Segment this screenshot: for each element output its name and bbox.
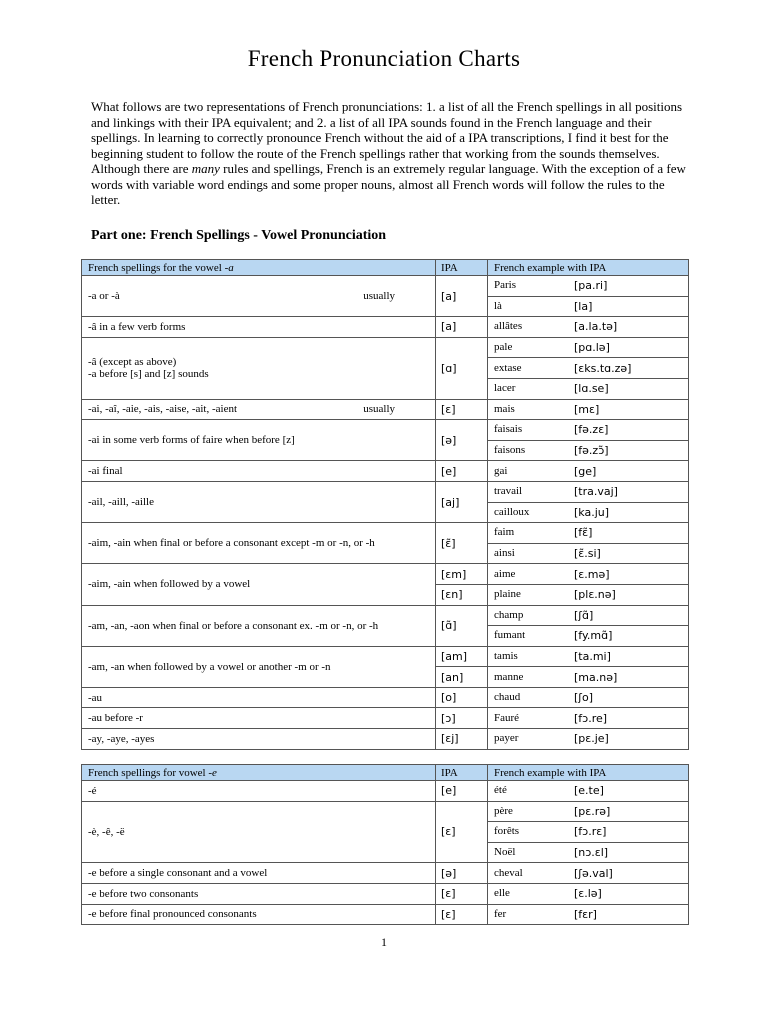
spelling-rule-line: -ail, -aill, -aille [88, 496, 154, 509]
spelling-rule [88, 908, 429, 920]
spelling-rule [88, 496, 429, 508]
example-cell [488, 822, 689, 843]
spelling-rule-cell [82, 708, 436, 729]
ipa-cell: [an] [436, 667, 488, 688]
example [494, 908, 682, 921]
ipa-column-header: IPA [436, 260, 488, 276]
example-cell [488, 543, 689, 564]
spelling-rule-line: -ai final [88, 465, 123, 478]
table-row [82, 801, 689, 822]
spelling-rule [88, 733, 429, 745]
example [494, 650, 682, 663]
spelling-rule-cell [82, 276, 436, 317]
example-word: pale [494, 341, 513, 354]
table-row [82, 481, 689, 502]
example-ipa: [ge] [574, 464, 597, 478]
spelling-rule [88, 692, 429, 704]
example-word: Fauré [494, 711, 520, 724]
spelling-rule [88, 826, 429, 838]
example-cell [488, 708, 689, 729]
example-word: forêts [494, 825, 520, 838]
example-word: elle [494, 887, 510, 900]
spelling-rule-line: -ay, -aye, -ayes [88, 732, 155, 745]
spelling-rule-line: -e before a single consonant and a vowel [88, 867, 268, 880]
page-title: French Pronunciation Charts [247, 46, 521, 71]
example-word: là [494, 299, 502, 312]
example-cell [488, 296, 689, 317]
example-word: payer [494, 732, 519, 745]
ipa-cell: [e] [436, 781, 488, 802]
example-ipa: [fɛ̃] [574, 526, 593, 540]
example [494, 403, 682, 416]
spelling-rule-text [88, 908, 257, 920]
ipa-cell: [ə] [436, 420, 488, 461]
spelling-rule-line: -am, -an, -aon when final or before a consonant ex. -m or -n, or -h [88, 619, 379, 632]
spelling-rule-line: -ai in some verb forms of faire when before [z] [88, 434, 295, 447]
spelling-rule-line: -am, -an when followed by a vowel or another -m or -n [88, 660, 331, 673]
page-number: 1 [381, 935, 387, 949]
example [494, 671, 682, 684]
ipa-cell: [ə] [436, 863, 488, 884]
example-cell [488, 461, 689, 482]
intro-paragraph [91, 99, 691, 208]
example-cell [488, 564, 689, 585]
example-word: père [494, 804, 513, 817]
ipa-cell: [ɛm] [436, 564, 488, 585]
spelling-rule-line: -â in a few verb forms [88, 320, 186, 333]
ipa-cell: [ɛ] [436, 399, 488, 420]
spelling-rule-text [88, 785, 97, 797]
spelling-rule [88, 785, 429, 797]
example-ipa: [ma.nə] [574, 670, 618, 684]
spelling-column-header: French spellings for vowel -e [82, 765, 436, 781]
example-cell [488, 904, 689, 925]
spelling-rule-text [88, 578, 250, 590]
table-row [82, 399, 689, 420]
example-ipa: [mɛ] [574, 402, 600, 416]
example-cell [488, 317, 689, 338]
spelling-rule-cell [82, 904, 436, 925]
spelling-rule-text [88, 733, 154, 745]
example-cell [488, 605, 689, 626]
example-cell [488, 781, 689, 802]
table-row [82, 523, 689, 544]
example-cell [488, 883, 689, 904]
example-word: fer [494, 907, 507, 920]
table-row [82, 420, 689, 441]
ipa-cell: [ɑ̃] [436, 605, 488, 646]
example [494, 867, 682, 880]
ipa-cell: [a] [436, 317, 488, 338]
example [494, 279, 682, 292]
example-word: aime [494, 567, 516, 580]
example-ipa: [ta.mi] [574, 649, 611, 663]
example [494, 341, 682, 354]
table-header-row [82, 765, 689, 781]
example-ipa: [fy.mɑ̃] [574, 629, 613, 643]
spelling-rule [88, 578, 429, 590]
table-row [82, 605, 689, 626]
spelling-rule [88, 661, 429, 673]
ipa-cell: [ɔ] [436, 708, 488, 729]
intro-text-part2: rules and spellings, French is an extremely regular language. With the exception of a few words with variable word endings and some proper nouns, almost all French words will follow the rules to the letter. [91, 161, 686, 207]
spelling-rule [88, 537, 429, 549]
example-column-header: French example with IPA [488, 765, 689, 781]
table-row [82, 564, 689, 585]
example-ipa: [pɛ.je] [574, 732, 609, 746]
example-word: manne [494, 670, 524, 683]
example-word: faisons [494, 444, 526, 457]
table-row [82, 904, 689, 925]
spelling-rule-text [88, 434, 295, 446]
table-row [82, 687, 689, 708]
spelling-rule-text [88, 620, 378, 632]
spelling-rule-cell [82, 481, 436, 522]
example [494, 465, 682, 478]
example-word: lacer [494, 382, 516, 395]
spelling-rule-text [88, 465, 123, 477]
example-word: ainsi [494, 547, 515, 560]
spelling-rule-cell [82, 399, 436, 420]
ipa-cell: [ɛ] [436, 904, 488, 925]
example [494, 805, 682, 818]
example-cell [488, 687, 689, 708]
example [494, 526, 682, 539]
example-word: fumant [494, 629, 526, 642]
example-word: tamis [494, 649, 518, 662]
example [494, 423, 682, 436]
spelling-rule-line: -aim, -ain when final or before a consonant except -m or -n, or -h [88, 537, 375, 550]
example-word: plaine [494, 588, 521, 601]
example-ipa: [e.te] [574, 784, 604, 798]
example-ipa: [nɔ.ɛl] [574, 846, 609, 860]
spelling-rule-cell [82, 337, 436, 399]
example [494, 568, 682, 581]
spelling-rule-line: -au [88, 691, 103, 704]
spelling-rule [88, 620, 429, 632]
spelling-rule-text [88, 826, 125, 838]
spelling-rule-cell [82, 646, 436, 687]
example-ipa: [la] [574, 299, 593, 313]
example [494, 732, 682, 745]
spelling-rule-cell [82, 863, 436, 884]
example [494, 629, 682, 642]
spelling-rule [88, 434, 429, 446]
ipa-cell: [ɛ] [436, 883, 488, 904]
example-cell [488, 399, 689, 420]
spelling-rule-text [88, 712, 143, 724]
spelling-rule-text [88, 537, 375, 549]
spelling-rule [88, 867, 429, 879]
spelling-rule-text [88, 290, 120, 302]
spelling-column-header: French spellings for the vowel -a [82, 260, 436, 276]
vowel-a-table [81, 259, 689, 750]
ipa-cell: [ɛn] [436, 584, 488, 605]
spelling-rule-cell [82, 605, 436, 646]
example-word: champ [494, 608, 524, 621]
spelling-rule [88, 712, 429, 724]
example-ipa: [a.la.tə] [574, 320, 618, 334]
spelling-rule-text [88, 692, 102, 704]
ipa-cell: [ɛj] [436, 729, 488, 750]
example-ipa: [fɔ.re] [574, 711, 608, 725]
example [494, 609, 682, 622]
example-word: allâtes [494, 320, 523, 333]
ipa-cell: [ɑ] [436, 337, 488, 399]
example-cell [488, 801, 689, 822]
spelling-rule-line: -ai, -aî, -aie, -ais, -aise, -ait, -aient [88, 403, 238, 416]
spelling-rule [88, 465, 429, 477]
example-ipa: [pɛ.rə] [574, 804, 611, 818]
example-cell [488, 378, 689, 399]
example-ipa: [fə.zɛ] [574, 423, 609, 437]
ipa-cell: [o] [436, 687, 488, 708]
spelling-rule-line: -aim, -ain when followed by a vowel [88, 578, 251, 591]
ipa-cell: [e] [436, 461, 488, 482]
spelling-rule-line: -au before -r [88, 712, 143, 725]
example [494, 320, 682, 333]
example-cell [488, 420, 689, 441]
example-cell [488, 626, 689, 647]
spelling-rule-line: -é [88, 784, 97, 797]
example-word: cheval [494, 866, 523, 879]
example-ipa: [ʃə.val] [574, 866, 613, 880]
example-word: Paris [494, 279, 516, 292]
example-cell [488, 667, 689, 688]
section-heading: Part one: French Spellings - Vowel Pronunciation [91, 228, 387, 243]
example-cell [488, 481, 689, 502]
example [494, 547, 682, 560]
example-column-header: French example with IPA [488, 260, 689, 276]
example-cell [488, 584, 689, 605]
example-ipa: [pa.ri] [574, 279, 608, 293]
example-word: chaud [494, 691, 521, 704]
example-ipa: [tra.vaj] [574, 485, 618, 499]
example [494, 846, 682, 859]
spelling-rule-line: -e before two consonants [88, 887, 199, 900]
example-ipa: [ɛks.tɑ.zə] [574, 361, 632, 375]
example-word: cailloux [494, 505, 530, 518]
spelling-rule-cell [82, 801, 436, 863]
spelling-rule-cell [82, 461, 436, 482]
example-cell [488, 646, 689, 667]
example-word: travail [494, 485, 523, 498]
table-row [82, 781, 689, 802]
example-cell [488, 863, 689, 884]
example-cell [488, 523, 689, 544]
example [494, 691, 682, 704]
example-word: Noël [494, 846, 516, 859]
spelling-rule-line: -â (except as above) [88, 356, 177, 369]
example-cell [488, 729, 689, 750]
example [494, 382, 682, 395]
intro-text-part1: What follows are two representations of French pronunciations: 1. a list of all the French spellings in all positions and linkings with their IPA equivalent; and 2. a list of all IPA sounds found in the French language and their spellings. In learning to correctly pronounce French without the aid of a IPA transcriptions, I find it best for the beginning student to follow the route of the French spellings rather that working from the sounds themselves. Although there are [91, 99, 683, 176]
example-ipa: [plɛ.nə] [574, 588, 616, 602]
example-ipa: [fə.zɔ̃] [574, 444, 609, 458]
example [494, 485, 682, 498]
spelling-rule-text [88, 867, 267, 879]
example-ipa: [ɛ̃.si] [574, 547, 601, 561]
spelling-rule-cell [82, 420, 436, 461]
table-row [82, 708, 689, 729]
spelling-rule [88, 888, 429, 900]
spelling-rule [88, 356, 429, 380]
spelling-rule-cell [82, 523, 436, 564]
spelling-rule-text [88, 661, 331, 673]
spelling-rule-cell [82, 564, 436, 605]
spelling-rule-text [88, 496, 154, 508]
example-word: mais [494, 402, 515, 415]
table-row [82, 646, 689, 667]
example-ipa: [ʃo] [574, 691, 594, 705]
table-row [82, 729, 689, 750]
example-word: gai [494, 464, 508, 477]
ipa-cell: [a] [436, 276, 488, 317]
example [494, 784, 682, 797]
example-ipa: [fɔ.rɛ] [574, 825, 607, 839]
example-word: faim [494, 526, 515, 539]
ipa-cell: [ɛ] [436, 801, 488, 863]
example [494, 506, 682, 519]
spelling-rule [88, 321, 429, 333]
spelling-rule-text [88, 403, 237, 415]
spelling-rule-cell [82, 687, 436, 708]
spelling-rule [88, 403, 429, 415]
example-cell [488, 337, 689, 358]
spelling-rule [88, 290, 429, 302]
example-word: extase [494, 361, 522, 374]
usage-note: usually [363, 290, 395, 303]
table-row [82, 461, 689, 482]
example-cell [488, 842, 689, 863]
example-cell [488, 358, 689, 379]
example [494, 362, 682, 375]
example-cell [488, 440, 689, 461]
example-ipa: [pɑ.lə] [574, 341, 610, 355]
example-word: été [494, 784, 507, 797]
spelling-rule-text [88, 321, 185, 333]
table-row [82, 863, 689, 884]
intro-emphasis: many [191, 161, 220, 176]
example [494, 444, 682, 457]
example-ipa: [ɛ.lə] [574, 887, 602, 901]
spelling-rule-line: -e before final pronounced consonants [88, 908, 257, 921]
spelling-rule-cell [82, 883, 436, 904]
spelling-rule-line: -è, -ê, -ë [88, 825, 125, 838]
example-cell [488, 502, 689, 523]
spelling-rule-cell [82, 729, 436, 750]
ipa-cell: [am] [436, 646, 488, 667]
usage-note: usually [363, 403, 395, 416]
example-word: faisais [494, 423, 523, 436]
example-ipa: [ʃɑ̃] [574, 608, 594, 622]
example [494, 300, 682, 313]
example-ipa: [ka.ju] [574, 505, 610, 519]
vowel-e-table [81, 764, 689, 925]
table-row [82, 337, 689, 358]
example-ipa: [ɛ.mə] [574, 567, 610, 581]
example [494, 588, 682, 601]
table-row [82, 317, 689, 338]
example-cell [488, 276, 689, 297]
table-header-row [82, 260, 689, 276]
ipa-column-header: IPA [436, 765, 488, 781]
spelling-rule-cell [82, 317, 436, 338]
example-ipa: [fɛr] [574, 907, 597, 921]
example [494, 825, 682, 838]
example [494, 887, 682, 900]
spelling-rule-text [88, 888, 198, 900]
spelling-rule-text [88, 356, 209, 380]
example-ipa: [lɑ.se] [574, 382, 609, 396]
spelling-rule-cell [82, 781, 436, 802]
spelling-rule-line: -a before [s] and [z] sounds [88, 368, 209, 381]
ipa-cell: [ɛ̃] [436, 523, 488, 564]
example [494, 712, 682, 725]
spelling-rule-line: -a or -à [88, 290, 120, 303]
table-row [82, 883, 689, 904]
ipa-cell: [aj] [436, 481, 488, 522]
table-row [82, 276, 689, 297]
